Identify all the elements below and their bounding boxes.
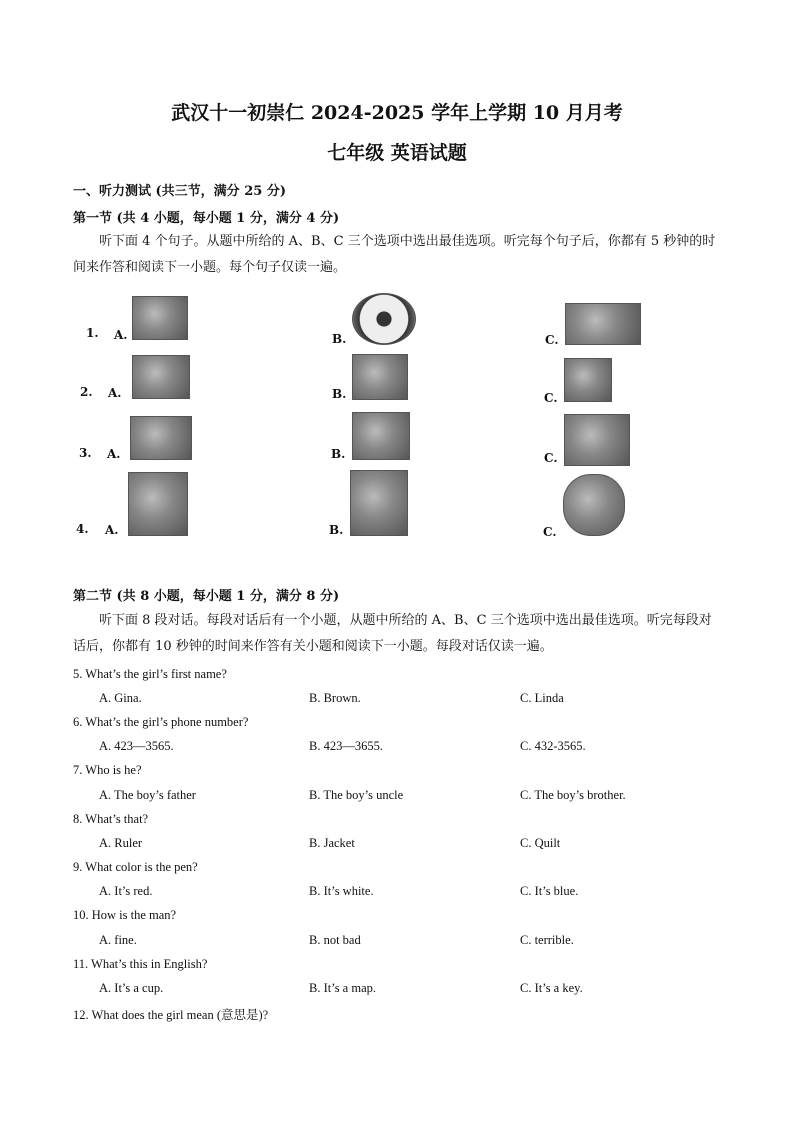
option-label: A. [107, 447, 121, 461]
option-label: A. [114, 328, 128, 342]
option-a: A. 423—3565. [99, 739, 174, 753]
option-a: A. fine. [99, 933, 137, 947]
question-text: 9. What color is the pen? [73, 860, 198, 874]
option-label: B. [332, 332, 347, 346]
section2-instructions: 听下面 8 段对话。每段对话后有一个小题，从题中所给的 A、B、C 三个选项中选出最佳选项。听完每段对话后，你都有 10 秒钟的时间来作答有关小题和阅读下一小题。每段对话仅读一遍。 [73, 613, 712, 654]
option-b: B. It’s a map. [309, 981, 377, 995]
option-a-image [128, 472, 188, 536]
option-label: B. [332, 387, 347, 401]
question-text: 5. What’s the girl’s first name? [73, 667, 227, 681]
question-text: 11. What’s this in English? [73, 957, 208, 971]
option-b: B. Brown. [309, 691, 361, 705]
option-c: C. The boy’s brother. [520, 788, 626, 802]
option-b: B. It’s white. [309, 884, 374, 898]
option-a-image [132, 355, 190, 399]
option-c: C. It’s a key. [520, 981, 583, 995]
question-number: 3. [79, 446, 92, 460]
option-label: C. [545, 333, 559, 347]
question-number: 2. [80, 385, 93, 399]
question-text: 8. What’s that? [73, 812, 149, 826]
option-c: C. terrible. [520, 933, 574, 947]
option-label: B. [329, 523, 344, 537]
question-text: 7. Who is he? [73, 763, 142, 777]
option-a-image [130, 416, 192, 460]
question-number: 1. [86, 326, 99, 340]
option-a: A. The boy’s father [99, 788, 196, 802]
option-a: A. Ruler [99, 836, 143, 850]
option-c-image [563, 474, 625, 536]
option-c: C. Quilt [520, 836, 561, 850]
section2-heading: 第二节 (共 8 小题，每小题 1 分，满分 8 分) [73, 589, 340, 604]
exam-title: 武汉十一初崇仁 2024-2025 学年上学期 10 月月考 [171, 102, 623, 124]
option-c: C. It’s blue. [520, 884, 579, 898]
option-a: A. It’s a cup. [99, 981, 164, 995]
option-label: C. [544, 451, 558, 465]
option-c-image [564, 414, 630, 466]
option-a: A. Gina. [99, 691, 142, 705]
section1-heading: 第一节 (共 4 小题，每小题 1 分，满分 4 分) [73, 211, 340, 226]
question-text: 6. What’s the girl’s phone number? [73, 715, 249, 729]
option-b-image [350, 470, 408, 536]
option-a: A. It’s red. [99, 884, 153, 898]
soccer-ball-image [352, 293, 416, 345]
option-c-image [564, 358, 612, 402]
option-c: C. 432-3565. [520, 739, 586, 753]
section1-instructions: 听下面 4 个句子。从题中所给的 A、B、C 三个选项中选出最佳选项。听完每个句子后，你都有 5 秒钟的时间来作答和阅读下一小题。每个句子仅读一遍。 [73, 234, 716, 275]
option-b: B. The boy’s uncle [309, 788, 404, 802]
option-b: B. not bad [309, 933, 361, 947]
option-label: B. [331, 447, 346, 461]
part1-heading: 一、听力测试 (共三节，满分 25 分) [73, 184, 286, 199]
exam-subtitle: 七年级 英语试题 [327, 142, 467, 164]
question-number: 4. [76, 522, 89, 536]
option-c-image [565, 303, 641, 345]
question-text: 12. What does the girl mean (意思是)? [73, 1008, 269, 1022]
option-b-image [352, 412, 410, 460]
option-b: B. Jacket [309, 836, 355, 850]
option-label: C. [543, 525, 557, 539]
option-b-image [352, 354, 408, 400]
option-label: A. [105, 523, 119, 537]
option-label: A. [108, 386, 122, 400]
option-a-image [132, 296, 188, 340]
option-label: C. [544, 391, 558, 405]
option-b: B. 423—3655. [309, 739, 383, 753]
option-c: C. Linda [520, 691, 564, 705]
question-text: 10. How is the man? [73, 908, 177, 922]
